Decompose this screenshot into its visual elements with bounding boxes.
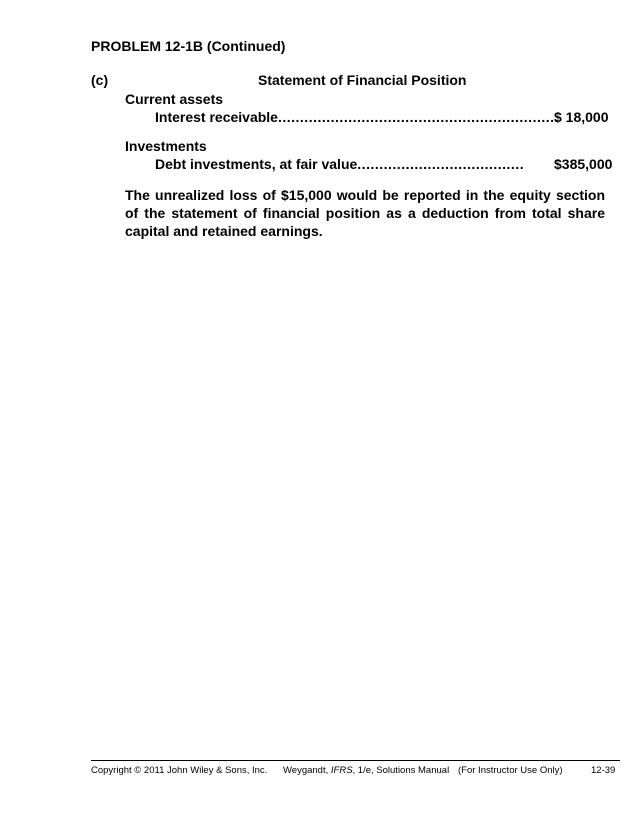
footer-manual-italic: IFRS <box>330 765 353 776</box>
statement-title: Statement of Financial Position <box>258 72 467 88</box>
leader-dots: ................................................................ <box>277 109 559 125</box>
footer-manual-citation <box>283 765 449 777</box>
footer-instructor-note: (For Instructor Use Only) <box>458 765 563 776</box>
interest-receivable-row <box>155 108 610 126</box>
unrealized-loss-note: The unrealized loss of $15,000 would be reported in the equity section of the statement of financial position as a deduction from total share capital and retained earnings. <box>125 187 605 239</box>
debt-investments-row <box>155 155 613 173</box>
problem-title: PROBLEM 12-1B (Continued) <box>91 38 286 54</box>
part-label: (c) <box>91 72 109 88</box>
footer-copyright: Copyright © 2011 John Wiley & Sons, Inc. <box>91 765 268 776</box>
footer-manual-prefix: Weygandt, <box>283 765 331 776</box>
investments-heading: Investments <box>125 138 207 154</box>
interest-receivable-amount: $ 18,000 <box>554 109 609 125</box>
interest-receivable-label: Interest receivable <box>155 109 278 125</box>
debt-investments-label: Debt investments, at fair value <box>155 156 358 172</box>
current-assets-heading: Current assets <box>125 91 224 107</box>
footer-manual-suffix: , 1/e, Solutions Manual <box>352 765 450 776</box>
page-number: 12-39 <box>591 765 616 776</box>
debt-investments-amount: $385,000 <box>554 156 613 172</box>
leader-dots: ...................................... <box>357 156 525 172</box>
footer-divider <box>91 760 620 761</box>
